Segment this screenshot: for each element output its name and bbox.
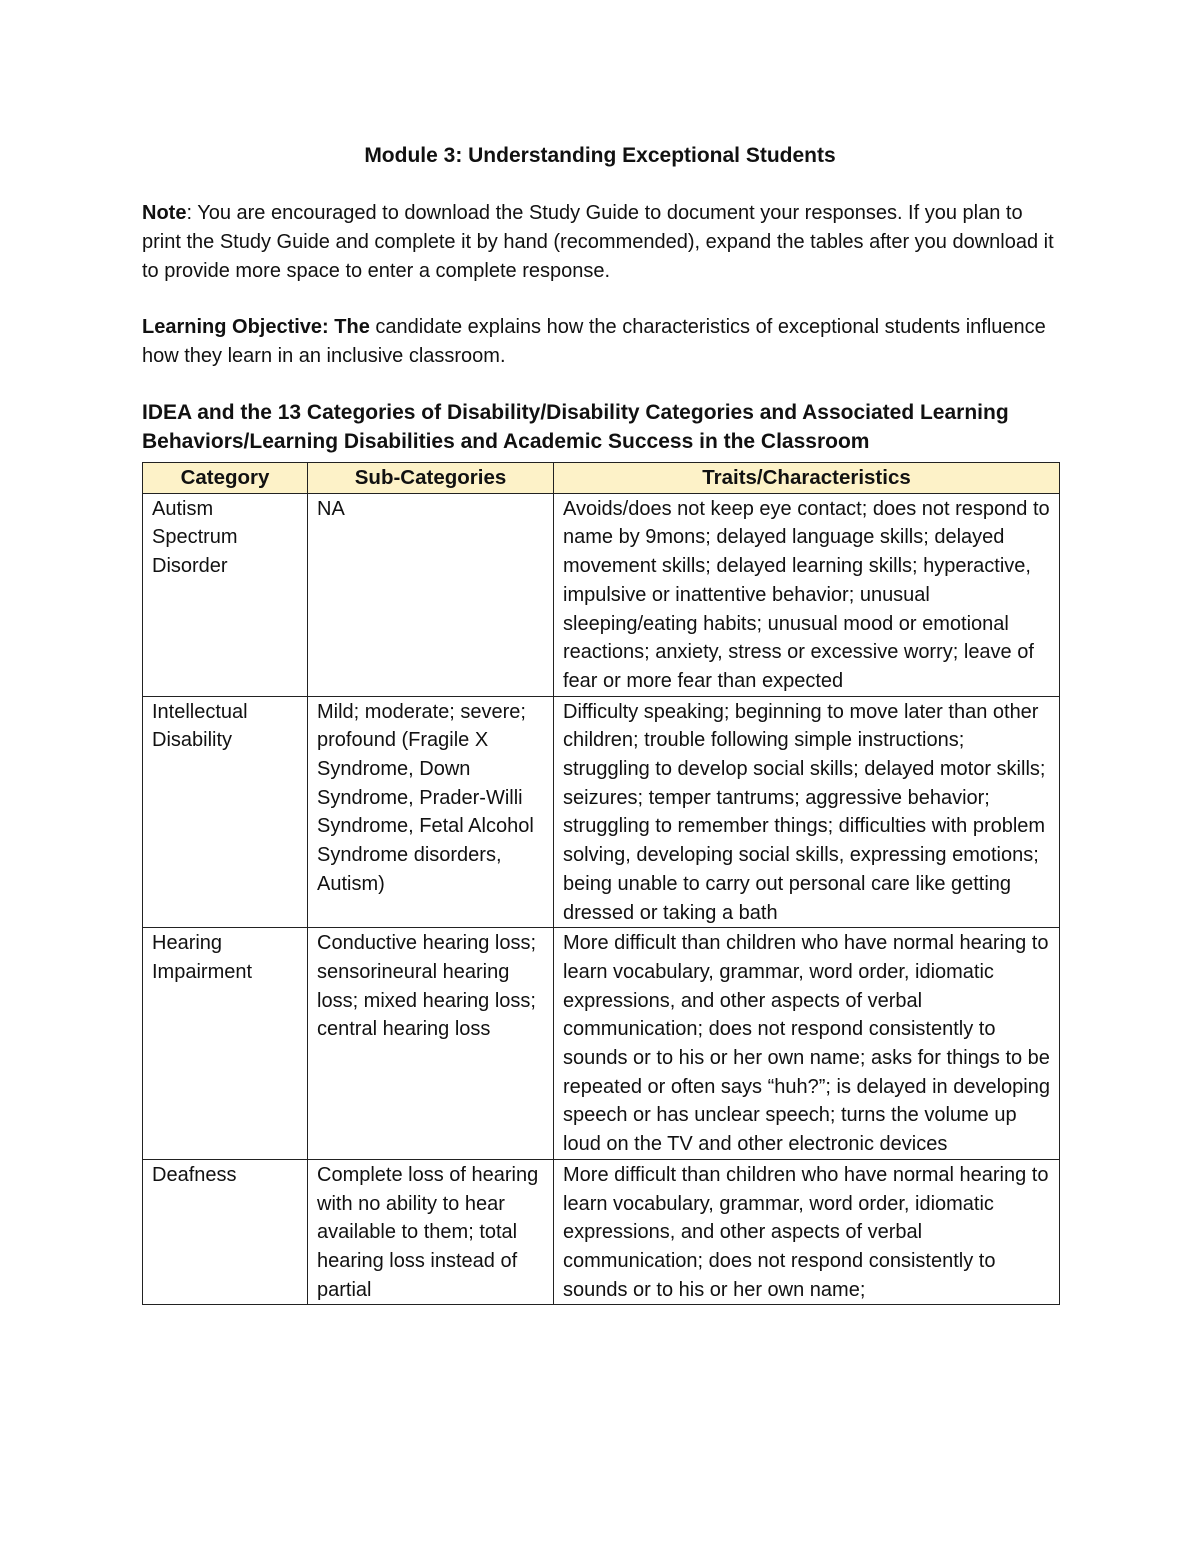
table-row xyxy=(143,493,1060,696)
learning-objective-paragraph xyxy=(142,313,1058,371)
header-traits: Traits/Characteristics xyxy=(554,463,1060,494)
header-sub-categories: Sub-Categories xyxy=(308,463,554,494)
table-row xyxy=(143,1159,1060,1305)
table-row xyxy=(143,928,1060,1160)
page-title: Module 3: Understanding Exceptional Students xyxy=(364,144,836,167)
learning-objective-text: candidate explains how the characteristics of exceptional students influence how they learn in an inclusive classroom. xyxy=(142,316,1046,367)
cell-traits: More difficult than children who have normal hearing to learn vocabulary, grammar, word order, idiomatic expressions, and other aspects of verbal communication; does not respond consistently to sounds or to his or her own name; asks for things to be repeated or often says “huh?”; is delayed in developing speech or has unclear speech; turns the volume up loud on the TV and other electronic devices xyxy=(554,928,1060,1160)
note-paragraph xyxy=(142,199,1058,286)
note-text: : You are encouraged to download the Study Guide to document your responses. If you plan to print the Study Guide and complete it by hand (recommended), expand the tables after you download it to provide more space to enter a complete response. xyxy=(142,202,1054,282)
cell-category: Hearing Impairment xyxy=(143,928,308,1160)
section-heading: IDEA and the 13 Categories of Disability/Disability Categories and Associated Learning Behaviors/Learning Disabilities and Academic Success in the Classroom xyxy=(142,401,1009,453)
cell-category: Autism Spectrum Disorder xyxy=(143,493,308,696)
disability-categories-table xyxy=(142,462,1060,1305)
learning-objective-label: Learning Objective: The xyxy=(142,316,370,338)
cell-sub-categories: Complete loss of hearing with no ability to hear available to them; total hearing loss instead of partial xyxy=(308,1159,554,1305)
cell-sub-categories: Conductive hearing loss; sensorineural hearing loss; mixed hearing loss; central hearing loss xyxy=(308,928,554,1160)
cell-sub-categories: Mild; moderate; severe; profound (Fragile X Syndrome, Down Syndrome, Prader-Willi Syndrome, Fetal Alcohol Syndrome disorders, Autism) xyxy=(308,696,554,928)
cell-traits: Difficulty speaking; beginning to move later than other children; trouble following simple instructions; struggling to develop social skills; delayed motor skills; seizures; temper tantrums; aggressive behavior; struggling to remember things; difficulties with problem solving, developing social skills, expressing emotions; being unable to carry out personal care like getting dressed or taking a bath xyxy=(554,696,1060,928)
document-page xyxy=(142,140,1058,1305)
header-category: Category xyxy=(143,463,308,494)
cell-traits: More difficult than children who have normal hearing to learn vocabulary, grammar, word order, idiomatic expressions, and other aspects of verbal communication; does not respond consistently to sounds or to his or her own name; xyxy=(554,1159,1060,1305)
cell-sub-categories: NA xyxy=(308,493,554,696)
table-header-row xyxy=(143,463,1060,494)
cell-category: Deafness xyxy=(143,1159,308,1305)
cell-category: Intellectual Disability xyxy=(143,696,308,928)
note-label: Note xyxy=(142,202,187,224)
table-row xyxy=(143,696,1060,928)
cell-traits: Avoids/does not keep eye contact; does not respond to name by 9mons; delayed language skills; delayed movement skills; delayed learning skills; hyperactive, impulsive or inattentive behavior; unusual sleeping/eating habits; unusual mood or emotional reactions; anxiety, stress or excessive worry; leave of fear or more fear than expected xyxy=(554,493,1060,696)
